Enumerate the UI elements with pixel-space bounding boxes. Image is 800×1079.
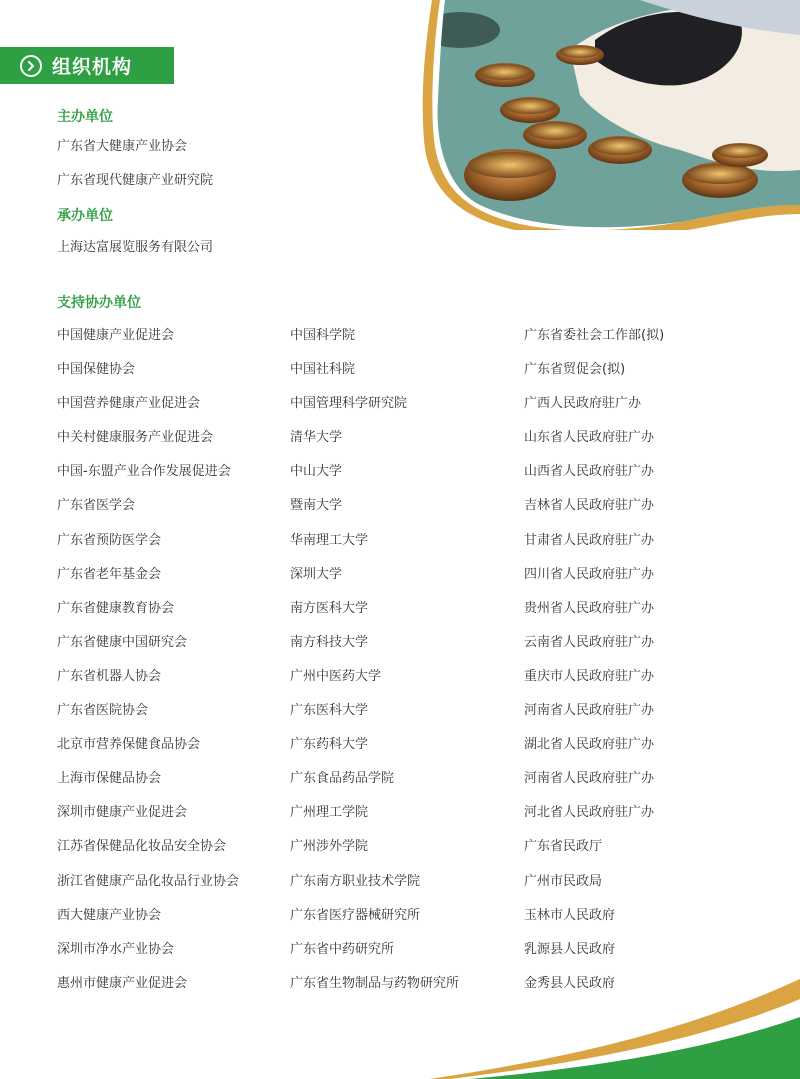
support-item: 河南省人民政府驻广办: [524, 703, 655, 719]
support-item: 广东省生物制品与药物研究所: [290, 975, 460, 991]
support-item: 中国营养健康产业促进会: [57, 396, 201, 412]
host-item: 广东省现代健康产业研究院: [57, 173, 214, 188]
support-item: 中国保健协会: [57, 362, 136, 378]
support-item: 湖北省人民政府驻广办: [524, 737, 655, 753]
support-item: 深圳市健康产业促进会: [57, 805, 188, 821]
support-item: 广东省预防医学会: [57, 532, 162, 548]
support-item: 广东省医院协会: [57, 703, 149, 719]
support-item: 乳源县人民政府: [524, 941, 616, 957]
support-item: 山东省人民政府驻广办: [524, 430, 655, 446]
support-item: 广东省机器人协会: [57, 668, 162, 684]
support-item: 甘肃省人民政府驻广办: [524, 532, 655, 548]
support-item: 玉林市人民政府: [524, 907, 616, 923]
support-item: 云南省人民政府驻广办: [524, 634, 655, 650]
support-item: 清华大学: [290, 430, 343, 446]
support-item: 重庆市人民政府驻广办: [524, 668, 655, 684]
support-item: 广东省中药研究所: [290, 941, 395, 957]
support-item: 中国健康产业促进会: [57, 328, 175, 343]
support-item: 广州中医药大学: [290, 668, 382, 684]
support-item: 暨南大学: [290, 498, 343, 514]
support-item: 中国科学院: [290, 328, 356, 343]
support-item: 广州理工学院: [290, 805, 369, 821]
support-item: 上海市保健品协会: [57, 771, 162, 787]
chevron-right-circle-icon: [20, 55, 42, 77]
section-title-band: [0, 47, 174, 84]
support-list: [57, 326, 757, 1008]
host-heading: 主办单位: [57, 109, 113, 125]
support-item: 吉林省人民政府驻广办: [524, 498, 655, 514]
support-item: 广东省贸促会(拟): [524, 362, 626, 378]
support-item: 广东省医疗器械研究所: [290, 907, 421, 923]
support-item: 贵州省人民政府驻广办: [524, 600, 655, 616]
support-item: 深圳大学: [290, 566, 343, 582]
support-item: 中关村健康服务产业促进会: [57, 430, 214, 446]
page-title: 组织机构: [52, 56, 133, 78]
support-item: 中国管理科学研究院: [290, 396, 408, 412]
support-item: 中国社科院: [290, 362, 356, 378]
support-item: 深圳市净水产业协会: [57, 941, 175, 957]
support-item: 广东省健康中国研究会: [57, 634, 188, 650]
host-item: 广东省大健康产业协会: [57, 139, 188, 154]
support-item: 南方医科大学: [290, 600, 369, 616]
support-item: 河南省人民政府驻广办: [524, 771, 655, 787]
support-item: 西大健康产业协会: [57, 907, 162, 923]
support-item: 中国-东盟产业合作发展促进会: [57, 464, 231, 480]
support-item: 广东药科大学: [290, 737, 369, 753]
support-heading: 支持协办单位: [57, 295, 141, 311]
organizer-heading: 承办单位: [57, 208, 113, 224]
spa-photo: [420, 0, 800, 230]
support-item: 山西省人民政府驻广办: [524, 464, 655, 480]
support-item: 南方科技大学: [290, 634, 369, 650]
support-item: 广东省医学会: [57, 498, 136, 514]
support-item: 河北省人民政府驻广办: [524, 805, 655, 821]
support-item: 华南理工大学: [290, 532, 369, 548]
support-item: 惠州市健康产业促进会: [57, 975, 188, 991]
support-item: 中山大学: [290, 464, 343, 480]
support-item: 浙江省健康产品化妆品行业协会: [57, 873, 240, 889]
support-item: 四川省人民政府驻广办: [524, 566, 655, 582]
support-item: 广东食品药品学院: [290, 771, 395, 787]
support-item: 广西人民政府驻广办: [524, 396, 642, 412]
support-item: 广东省健康教育协会: [57, 600, 175, 616]
support-item: 广东省民政厅: [524, 839, 603, 855]
support-item: 北京市营养保健食品协会: [57, 737, 201, 753]
support-item: 江苏省保健品化妆品安全协会: [57, 839, 227, 855]
support-item: 广东南方职业技术学院: [290, 873, 421, 889]
bottom-decoration: [0, 979, 800, 1079]
support-item: 金秀县人民政府: [524, 975, 616, 991]
support-item: 广州市民政局: [524, 873, 603, 889]
support-item: 广州涉外学院: [290, 839, 369, 855]
organizer-item: 上海达富展览服务有限公司: [57, 240, 214, 255]
support-item: 广东省委社会工作部(拟): [524, 328, 665, 343]
support-item: 广东省老年基金会: [57, 566, 162, 582]
support-item: 广东医科大学: [290, 703, 369, 719]
